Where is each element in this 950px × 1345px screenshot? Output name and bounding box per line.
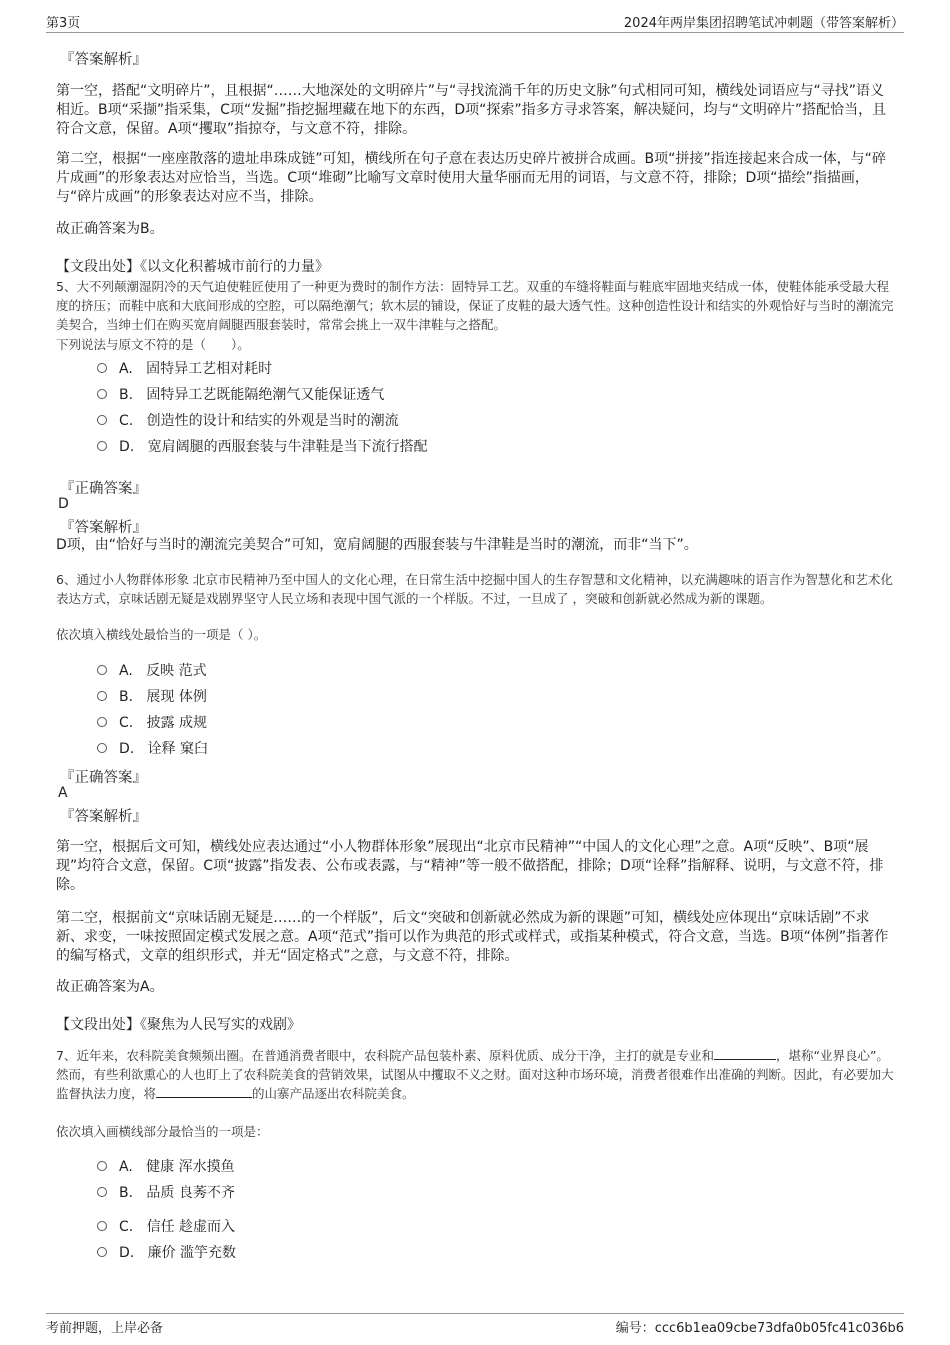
page-footer [46, 1313, 904, 1337]
document-id: 编号：ccc6b1ea09cbe73dfa0b05fc41c036b6 [615, 1321, 904, 1336]
question-stem: 5、大不列颠潮湿阴冷的天气迫使鞋匠使用了一种更为费时的制作方法：固特异工艺。双重的车缝将鞋面与鞋底牢固地夹结成一体，使鞋体能承受最大程度的挤压；而鞋中底和大底间形成的空腔，可以隔绝潮气；软木层的铺设，保证了皮鞋的最大透气性。这种创造性设计和结实的外观恰好与当时的潮流完美契合，当绅士们在购买宽肩阔腿西服套装时，常常会挑上一双牛津鞋与之搭配。 [56, 279, 894, 332]
page-header [46, 12, 904, 33]
document-title: 2024年两岸集团招聘笔试冲刺题（带答案解析） [623, 16, 904, 31]
analysis-label: 『答案解析』 [60, 520, 147, 536]
option-b[interactable]: B. 展现 体例 [97, 686, 207, 706]
option-d[interactable]: D. 诠释 窠臼 [97, 738, 208, 758]
option-b[interactable]: B. 固特异工艺既能隔绝潮气又能保证透气 [97, 384, 384, 404]
question-prompt: 依次填入画横线部分最恰当的一项是： [56, 1124, 269, 1139]
radio-icon[interactable] [97, 1221, 107, 1231]
option-c[interactable]: C. 创造性的设计和结实的外观是当时的潮流 [97, 410, 399, 430]
analysis-paragraph: 第一空，搭配“文明碎片”，且根据“……大地深处的文明碎片”与“寻找流淌千年的历史文脉”句式相同可知，横线处词语应与“寻找”语义相近。B项“采撷”指采集，C项“发掘”指挖掘埋藏在地下的东西，D项“探索”指多方寻求答案，解决疑问，均与“文明碎片”搭配恰当，且符合文意，保留。A项“攫取”指掠夺，与文意不符，排除。 [56, 83, 887, 137]
question-prompt: 下列说法与原文不符的是（ ）。 [56, 337, 250, 352]
fill-blank [714, 1047, 776, 1060]
radio-icon[interactable] [97, 1247, 107, 1257]
option-c[interactable]: C. 信任 趁虚而入 [97, 1216, 235, 1236]
radio-icon[interactable] [97, 1187, 107, 1197]
analysis-label: 『答案解析』 [60, 52, 147, 68]
question-prompt: 依次填入横线处最恰当的一项是（ ）。 [56, 627, 267, 642]
option-a[interactable]: A. 反映 范式 [97, 660, 207, 680]
page-number: 第3页 [46, 16, 81, 31]
source-citation: 【文段出处】《以文化积蓄城市前行的力量》 [56, 259, 329, 275]
answer-conclusion: 故正确答案为B。 [56, 221, 164, 237]
analysis-paragraph: 第一空，根据后文可知，横线处应表达通过“小人物群体形象”展现出“北京市民精神”“中国人的文化心理”之意。A项“反映”、B项“展现”均符合文意，保留。C项“披露”指发表、公布或表露，与“精神”等一般不做搭配，排除；D项“诠释”指解释、说明，与文意不符，排除。 [56, 839, 884, 893]
analysis-paragraph: D项，由“恰好与当时的潮流完美契合”可知，宽肩阔腿的西服套装与牛津鞋是当时的潮流，而非“当下”。 [56, 537, 698, 553]
radio-icon[interactable] [97, 665, 107, 675]
option-d[interactable]: D. 宽肩阔腿的西服套装与牛津鞋是当下流行搭配 [97, 436, 428, 456]
radio-icon[interactable] [97, 415, 107, 425]
question-stem: 6、通过小人物群体形象 北京市民精神乃至中国人的文化心理，在日常生活中挖掘中国人的生存智慧和文化精神，以充满趣味的语言作为智慧化和艺术化表达方式，京味话剧无疑是戏剧界坚守人民立场和表现中国气派的一个样版。不过，一旦成了 ，突破和创新就必然成为新的课题。 [56, 572, 893, 606]
radio-icon[interactable] [97, 1161, 107, 1171]
radio-icon[interactable] [97, 441, 107, 451]
analysis-label: 『答案解析』 [60, 809, 147, 825]
option-a[interactable]: A. 健康 浑水摸鱼 [97, 1156, 235, 1176]
footer-slogan: 考前押题，上岸必备 [46, 1321, 164, 1336]
correct-answer-value: D [58, 496, 69, 512]
radio-icon[interactable] [97, 691, 107, 701]
answer-conclusion: 故正确答案为A。 [56, 979, 164, 995]
option-a[interactable]: A. 固特异工艺相对耗时 [97, 358, 272, 378]
radio-icon[interactable] [97, 743, 107, 753]
option-d[interactable]: D. 廉价 滥竽充数 [97, 1242, 236, 1262]
question-stem: 7、近年来，农科院美食频频出圈。在普通消费者眼中，农科院产品包装朴素、原料优质、成分干净，主打的就是专业和 ，堪称“业界良心”。然而，有些利欲熏心的人也盯上了农科院美食的营销效果，试图从中攫取不义之财。面对这种市场环境，消费者很难作出准确的判断。因此，有必要加大监督执法力度，将 的山寨产品逐出农科院美食。 [56, 1048, 894, 1101]
radio-icon[interactable] [97, 363, 107, 373]
analysis-paragraph: 第二空，根据前文“京味话剧无疑是……的一个样版”，后文“突破和创新就必然成为新的课题”可知，横线处应体现出“京味话剧”不求新、求变，一味按照固定模式发展之意。A项“范式”指可以作为典范的形式或样式，或指某种模式，符合文意，当选。B项“体例”指著作的编写格式，文章的组织形式，并无“固定格式”之意，与文意不符，排除。 [56, 910, 889, 964]
correct-answer-label: 『正确答案』 [60, 770, 147, 786]
radio-icon[interactable] [97, 717, 107, 727]
fill-blank [156, 1085, 252, 1098]
correct-answer-label: 『正确答案』 [60, 481, 147, 497]
source-citation: 【文段出处】《聚焦为人民写实的戏剧》 [56, 1017, 301, 1033]
analysis-paragraph: 第二空，根据“一座座散落的遗址串珠成链”可知，横线所在句子意在表达历史碎片被拼合成画。B项“拼接”指连接起来合成一体，与“碎片成画”的形象表达对应恰当，当选。C项“堆砌”比喻写文章时使用大量华丽而无用的词语，与文意不符，排除；D项“描绘”指描画，与“碎片成画”的形象表达对应不当，排除。 [56, 151, 886, 205]
option-c[interactable]: C. 披露 成规 [97, 712, 207, 732]
correct-answer-value: A [58, 785, 68, 801]
radio-icon[interactable] [97, 389, 107, 399]
option-b[interactable]: B. 品质 良莠不齐 [97, 1182, 235, 1202]
